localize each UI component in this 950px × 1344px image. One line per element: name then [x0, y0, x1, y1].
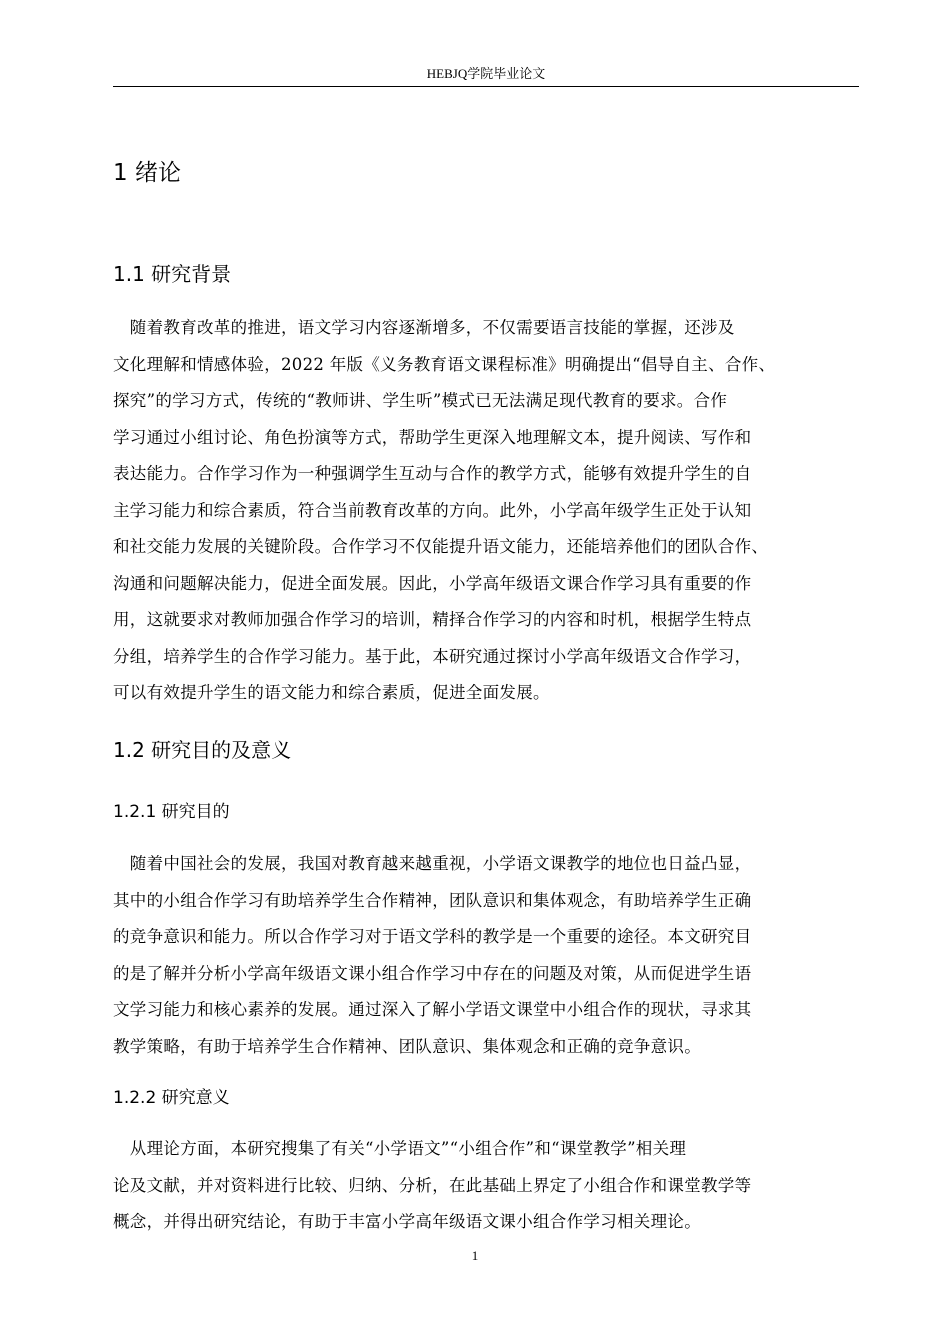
running-header [113, 64, 859, 87]
section-1-2-1-paragraph [113, 846, 859, 1065]
paragraph-line: 教学策略，有助于培养学生合作精神、团队意识、集体观念和正确的竞争意识。 [113, 1036, 701, 1056]
paragraph-line: 表达能力。合作学习作为一种强调学生互动与合作的教学方式，能够有效提升学生的自 [113, 464, 752, 483]
paragraph-line: 和社交能力发展的关键阶段。合作学习不仅能提升语文能力，还能培养他们的团队合作、 [113, 537, 769, 556]
paragraph-line: 随着教育改革的推进，语文学习内容逐渐增多，不仅需要语言技能的掌握，还涉及 [113, 318, 735, 337]
paragraph-line: 用，这就要求对教师加强合作学习的培训，精择合作学习的内容和时机，根据学生特点 [113, 610, 752, 629]
paragraph-line: 沟通和问题解决能力，促进全面发展。因此，小学高年级语文课合作学习具有重要的作 [113, 573, 752, 593]
paragraph-line: 的竞争意识和能力。所以合作学习对于语文学科的教学是一个重要的途径。本文研究目 [113, 927, 752, 946]
section-1-2-title: 1.2 研究目的及意义 [113, 738, 292, 762]
section-1-2-1-title: 1.2.1 研究目的 [113, 802, 230, 822]
chapter-title: 1 绪论 [113, 160, 181, 186]
section-1-1-paragraph [113, 310, 859, 712]
paragraph-line: 其中的小组合作学习有助培养学生合作精神，团队意识和集体观念，有助培养学生正确 [113, 890, 752, 910]
paragraph-line: 文化理解和情感体验，2022 年版《义务教育语文课程标准》明确提出“倡导自主、合作、 [113, 354, 776, 374]
paragraph-line: 分组，培养学生的合作学习能力。基于此，本研究通过探讨小学高年级语文合作学习， [113, 646, 752, 666]
paragraph-line: 随着中国社会的发展，我国对教育越来越重视，小学语文课教学的地位也日益凸显， [113, 854, 752, 873]
paragraph-line: 可以有效提升学生的语文能力和综合素质，促进全面发展。 [113, 683, 550, 702]
paragraph-line: 文学习能力和核心素养的发展。通过深入了解小学语文课堂中小组合作的现状，寻求其 [113, 1000, 752, 1019]
paragraph-line: 论及文献，并对资料进行比较、归纳、分析，在此基础上界定了小组合作和课堂教学等 [113, 1175, 752, 1195]
paragraph-line: 主学习能力和综合素质，符合当前教育改革的方向。此外，小学高年级学生正处于认知 [113, 500, 752, 520]
section-1-1-title: 1.1 研究背景 [113, 262, 232, 286]
page-number: 1 [471, 1248, 479, 1263]
paragraph-line: 的是了解并分析小学高年级语文课小组合作学习中存在的问题及对策，从而促进学生语 [113, 963, 752, 983]
section-1-2-2-paragraph [113, 1131, 859, 1241]
paragraph-line: 概念，并得出研究结论，有助于丰富小学高年级语文课小组合作学习相关理论。 [113, 1212, 701, 1231]
section-1-2-2-title: 1.2.2 研究意义 [113, 1088, 230, 1108]
paragraph-line: 从理论方面，本研究搜集了有关“小学语文”“小组合作”和“课堂教学”相关理 [113, 1139, 687, 1158]
paragraph-line: 探究”的学习方式，传统的“教师讲、学生听”模式已无法满足现代教育的要求。合作 [113, 391, 728, 410]
running-header-title: HEBJQ学院毕业论文 [426, 66, 546, 81]
paragraph-line: 学习通过小组讨论、角色扮演等方式，帮助学生更深入地理解文本，提升阅读、写作和 [113, 427, 752, 447]
